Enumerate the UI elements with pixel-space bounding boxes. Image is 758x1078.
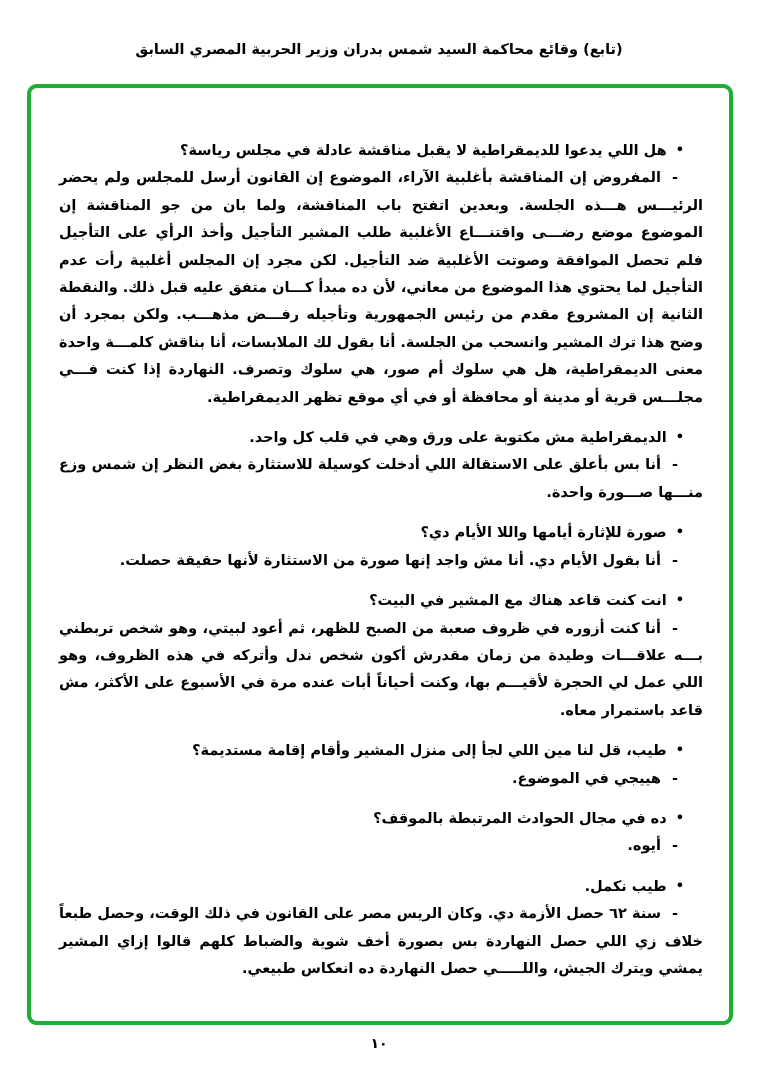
bullet-icon: • bbox=[675, 743, 684, 759]
bullet-icon: • bbox=[675, 143, 684, 158]
answer-item bbox=[59, 165, 703, 412]
question-item bbox=[59, 588, 703, 615]
question-text: الديمقراطية مش مكتوبة على ورق وهي في قلب كل واحد. bbox=[249, 430, 667, 447]
question-text: طيب، قل لنا مين اللي لجأ إلى منزل المشير وأقام إقامة مستديمة؟ bbox=[192, 743, 667, 760]
dash-icon: - bbox=[671, 620, 678, 637]
answer-item bbox=[59, 833, 703, 860]
dash-icon: - bbox=[671, 170, 678, 187]
question-item bbox=[59, 138, 703, 165]
question-item bbox=[59, 874, 703, 901]
answer-text: هييجي في الموضوع. bbox=[511, 770, 661, 787]
answer-text: المفروض إن المناقشة بأغلبية الآراء، الموضوع إن القانون أرسل للمجلس ولم يحضر الرئيـــس هـــذه الجلسة. وبعدين اتفتح باب المناقشة، ولما بان من جو المناقشة إن الموضوع موضع رضـــى واقتنـــاع الأغلبية طلب المشير التأجيل وأخذ الرأي على التأجيل فلم تحصل الموافقة وصوتت الأغلبية ضد التأجيل. لكن مجرد إن المجلس أغلبية رأت عدم التأجيل لما يحتوي هذا الموضوع من معاني، لأن ده مبدأ كـــان متفق عليه قبل ذلك. والنقطة الثانية إن المشروع مقدم من رئيس الجمهورية وتأجيله رفـــض مذهـــب. ولكن بمجرد أن وضح هذا ترك المشير وانسحب من الجلسة. أنا بقول لك الملابسات، أنا بناقش كلمـــة واحدة معنى الديمقراطية، هل هي سلوك أم صور، هي سلوك وتصرف. النهاردة إذا كنت فـــي مجلـــس قرية أو مدينة أو محافظة أو في أي موقع تظهر الديمقراطية. bbox=[59, 170, 703, 406]
answer-text: أيوه. bbox=[627, 838, 661, 855]
answer-item bbox=[59, 548, 703, 575]
question-item bbox=[59, 738, 703, 765]
dash-icon: - bbox=[671, 457, 678, 474]
question-text: انت كنت قاعد هناك مع المشير في البيت؟ bbox=[369, 593, 667, 610]
bullet-icon: • bbox=[675, 430, 684, 446]
dash-icon: - bbox=[671, 770, 678, 787]
answer-text: أنا بس بأعلق على الاستقالة اللي أدخلت كوسيلة للاستثارة بغض النظر إن شمس وزع منـــها صـــورة واحدة. bbox=[59, 457, 703, 501]
dash-icon: - bbox=[671, 906, 678, 923]
question-text: صورة للإثارة أيامها واللا الأيام دي؟ bbox=[420, 525, 667, 542]
bullet-icon: • bbox=[675, 593, 684, 609]
answer-text: سنة ٦٢ حصل الأزمة دي. وكان الريس مصر على القانون في ذلك الوقت، وحصل طبعاً خلاف زي اللي حصل النهاردة بس بصورة أخف شوية والضباط كلهم قالوا إزاي المشير يمشي ويترك الجيش، واللـــــي حصل النهاردة ده انعكاس طبيعي. bbox=[59, 906, 703, 977]
question-item bbox=[59, 520, 703, 547]
page-title: (تابع) وقائع محاكمة السيد شمس بدران وزير الحربية المصري السابق bbox=[135, 42, 623, 58]
answer-item bbox=[59, 616, 703, 726]
bullet-icon: • bbox=[675, 810, 684, 826]
dash-icon: - bbox=[671, 552, 678, 569]
page-border-frame bbox=[27, 84, 733, 1025]
question-text: ده في مجال الحوادث المرتبطة بالموقف؟ bbox=[373, 810, 667, 827]
bullet-icon: • bbox=[675, 525, 684, 541]
answer-text: أنا كنت أزوره في ظروف صعبة من الصبح للظهر، ثم أعود لبيتي، وهو شخص تربطني بـــه علاقـــات وطيدة من زمان مقدرش أكون شخص ندل وأتركه في هذه الظروف، وهو اللي عمل لي الحجرة لأقيـــم بها، وكنت أحياناً أبات عنده مرة في الأسبوع على الأكثر، مش قاعد باستمرار معاه. bbox=[59, 620, 703, 719]
page-number: ١٠ bbox=[370, 1036, 388, 1052]
answer-item bbox=[59, 901, 703, 983]
transcript-content bbox=[31, 88, 729, 1021]
question-text: طيب نكمل. bbox=[584, 878, 667, 895]
answer-text: أنا بقول الأيام دي. أنا مش واجد إنها صورة من الاستثارة لأنها حقيقة حصلت. bbox=[119, 552, 661, 569]
bullet-icon: • bbox=[675, 878, 684, 894]
dash-icon: - bbox=[671, 838, 678, 855]
question-item bbox=[59, 425, 703, 452]
answer-item bbox=[59, 766, 703, 793]
question-text: هل اللي يدعوا للديمقراطية لا يقبل مناقشة عادلة في مجلس رياسة؟ bbox=[180, 143, 667, 159]
question-item bbox=[59, 806, 703, 833]
answer-item bbox=[59, 452, 703, 507]
